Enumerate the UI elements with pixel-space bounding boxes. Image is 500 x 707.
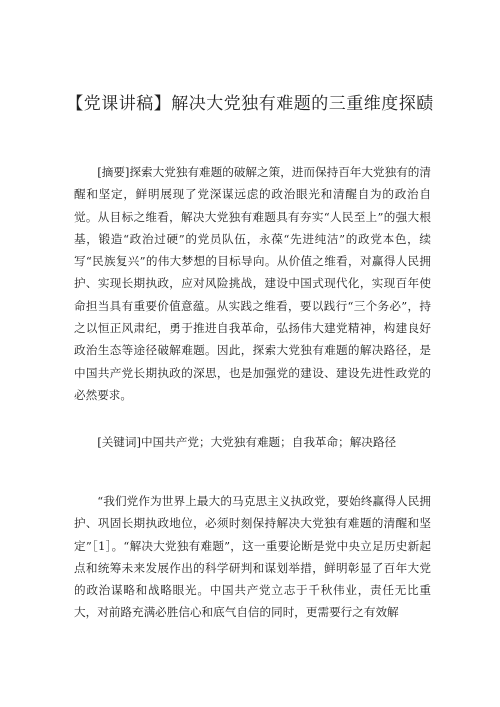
keywords-line: [关键词]中国共产党；大党独有难题；自我革命；解决路径 [97,435,397,449]
abstract-paragraph: [摘要]探索大党独有难题的破解之策，进而保持百年大党独有的清醒和坚定，鲜明展现了党深谋远虑的政治眼光和清醒自为的政治自觉。从目标之维看，解决大党独有难题具有夯实“人民至上”的强大根基，锻造“政治过硬”的党员队伍，永葆“先进纯洁”的政党本色，续写“民族复兴”的伟大梦想的目标导向。从价值之维看，对赢得人民拥护、实现长期执政，应对风险挑战，建设中国式现代化，实现百年使命担当具有重要价值意蕴。从实践之维看，要以践行“三个务必”，持之以恒正风肃纪，勇于推进自我革命，弘扬伟大建党精神，构建良好政治生态等途径破解难题。因此，探索大党独有难题的解决路径，是中国共产党长期执政的深思，也是加强党的建设、建设先进性政党的必然要求。 [74,165,431,402]
body-paragraph: “我们党作为世界上最大的马克思主义执政党，要始终赢得人民拥护、巩固长期执政地位，必须时刻保持解决大党独有难题的清醒和坚定”［1］。“解决大党独有难题”，这一重要论断是党中央立足历史新起点和统筹未来发展作出的科学研判和谋划举措，鲜明彰显了百年大党的政治谋略和战略眼光。中国共产党立志于千秋伟业，责任无比重大，对前路充满必胜信心和底气自信的同时，更需要行之有效解 [74,494,431,620]
document-title: 【党课讲稿】解决大党独有难题的三重维度探赜 [66,94,434,114]
